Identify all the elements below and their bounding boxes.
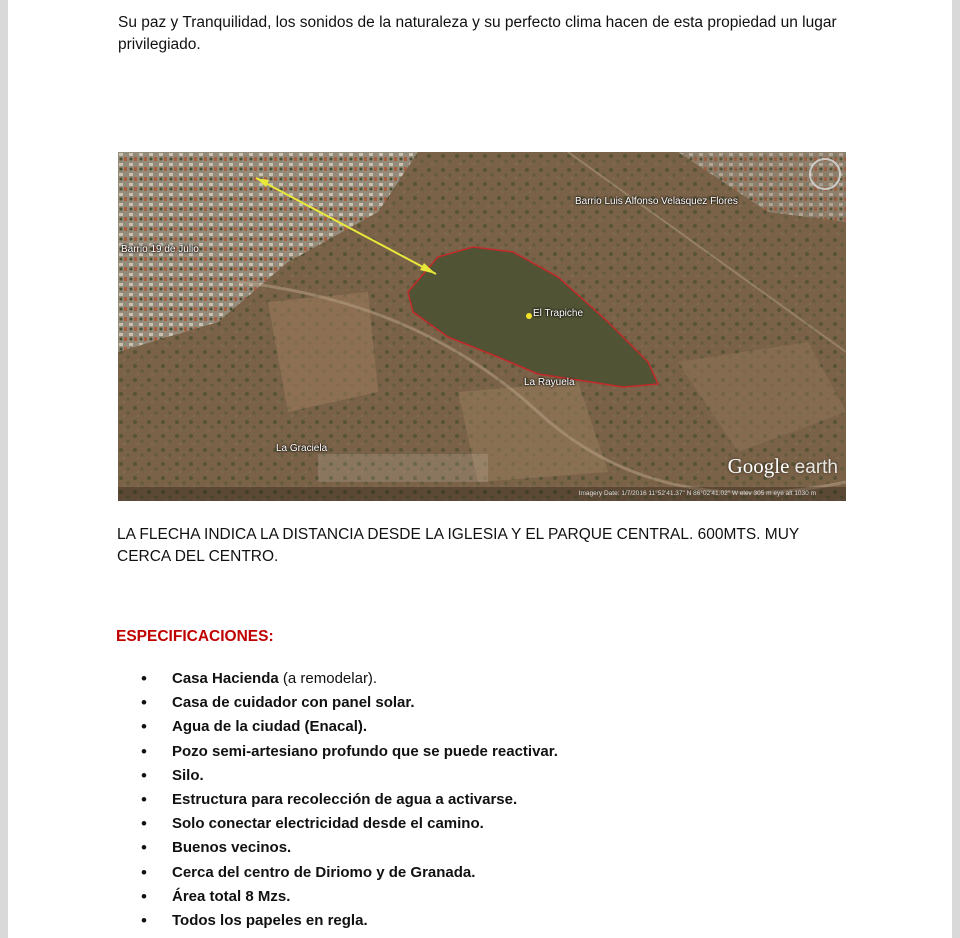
spec-item	[141, 668, 558, 692]
map-status-text: Imagery Date: 1/7/2016 11°52'41.37" N 86°02'41.02" W elev 305 m eye alt 1030 m	[578, 490, 816, 497]
map-label-barrio-19: Barrio 19 de Julio	[121, 244, 199, 255]
map-status-bar	[118, 487, 846, 501]
spec-item-bold: Estructura para recolección de agua a activarse.	[172, 790, 518, 808]
spec-item-bold: Solo conectar electricidad desde el camino.	[172, 815, 484, 833]
spec-item-normal: (a remodelar).	[278, 670, 378, 687]
satellite-map-image	[118, 152, 846, 501]
map-caption: LA FLECHA INDICA LA DISTANCIA DESDE LA IGLESIA Y EL PARQUE CENTRAL. 600MTS. MUY CERCA DEL CENTRO.	[117, 526, 799, 565]
spec-item	[141, 910, 558, 934]
spec-item-bold: Cerca del centro de Diriomo y de Granada.	[172, 863, 476, 881]
spec-item	[141, 789, 558, 813]
intro-paragraph: Su paz y Tranquilidad, los sonidos de la naturaleza y su perfecto clima hacen de esta propiedad un lugar privilegiado.	[118, 14, 837, 53]
spec-item	[141, 741, 558, 765]
spec-item	[141, 886, 558, 910]
spec-item-bold: Casa de cuidador con panel solar.	[172, 694, 415, 712]
spec-item	[141, 813, 558, 837]
spec-item	[141, 716, 558, 740]
spec-item-bold: Buenos vecinos.	[172, 839, 292, 857]
spec-item-bold: Todos los papeles en regla.	[172, 911, 368, 929]
map-label-graciela: La Graciela	[276, 443, 328, 454]
spec-item-bold: Agua de la ciudad (Enacal).	[172, 718, 368, 736]
spec-item-bold: Área total 8 Mzs.	[172, 887, 291, 905]
spec-item	[141, 862, 558, 886]
map-label-rayuela: La Rayuela	[524, 377, 575, 388]
google-earth-logo	[728, 454, 838, 479]
specifications-heading: ESPECIFICACIONES:	[116, 628, 274, 645]
map-label-trapiche: El Trapiche	[533, 308, 584, 319]
map-label-barrio-luis: Barrio Luis Alfonso Velasquez Flores	[575, 196, 738, 207]
document-page	[8, 0, 952, 938]
spec-item	[141, 692, 558, 716]
specifications-list	[141, 668, 558, 934]
spec-item	[141, 837, 558, 861]
spec-item-bold: Casa Hacienda	[172, 670, 279, 687]
brand-earth: earth	[789, 457, 838, 478]
brand-google: Google	[727, 454, 790, 478]
spec-item-bold: Silo.	[172, 766, 204, 784]
spec-item	[141, 765, 558, 789]
spec-item-bold: Pozo semi-artesiano profundo que se puede reactivar.	[172, 742, 558, 760]
